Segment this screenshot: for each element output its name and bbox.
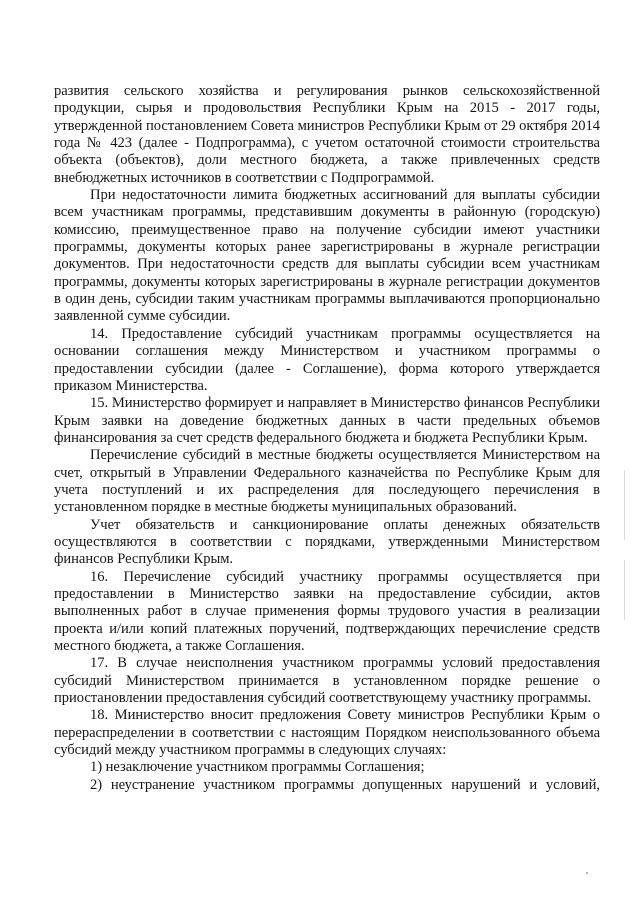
paragraph-continuation: развития сельского хозяйства и регулирования рынков сельскохозяйственной продукции, сырья и продовольствия Республики Крым на 2015 - 2017 годы, утвержденной постановлением Совета министров Республики Крым от 29 октября 2014 года № 423 (далее - Подпрограмма), с учетом остаточной стоимости строительства объекта (объектов), доли местного бюджета, а также привлеченных средств внебюджетных источников в соответствии с Подпрограммой. bbox=[54, 83, 600, 186]
scan-edge-mark bbox=[624, 470, 625, 540]
paragraph-15: 15. Министерство формирует и направляет в Министерство финансов Республики Крым заявки на доведение бюджетных данных в части предельных объемов финансирования за счет средств федерального бюджета и бюджета Республики Крым. bbox=[54, 395, 600, 446]
paragraph-14: 14. Предоставление субсидий участникам программы осуществляется на основании соглашения между Министерством и участником программы о предоставлении субсидии (далее - Соглашение), форма которого утверждается приказом Министерства. bbox=[54, 325, 600, 394]
paragraph-16: 16. Перечисление субсидий участнику программы осуществляется при предоставлении в Министерство заявки на предоставление субсидии, актов выполненных работ в случае применения формы трудового участия в реализации проекта и/или копий платежных поручений, подтверждающих перечисление средств местного бюджета, а также Соглашения. bbox=[54, 568, 600, 654]
scan-artifact-dot bbox=[586, 872, 588, 874]
paragraph-accounting: Учет обязательств и санкционирование оплаты денежных обязательств осуществляются в соответствии с порядками, утвержденными Министерством финансов Республики Крым. bbox=[54, 516, 600, 568]
paragraph-transfer: Перечисление субсидий в местные бюджеты осуществляется Министерством на счет, открытый в Управлении Федерального казначейства по Республике Крым для учета поступлений и их распределения для последующего перечисления в установленном порядке в местные бюджеты муниципальных образований. bbox=[54, 447, 600, 516]
paragraph-18: 18. Министерство вносит предложения Совету министров Республики Крым о перераспределении в соответствии с настоящим Порядком неиспользованного объема субсидий между участником программы в следующих случаях: bbox=[54, 707, 600, 759]
document-body bbox=[54, 83, 600, 794]
paragraph-17: 17. В случае неисполнения участником программы условий предоставления субсидий Министерством принимается в установленном порядке решение о приостановлении предоставления субсидий соответствующему участнику программы. bbox=[54, 655, 600, 707]
paragraph-budget-shortage: При недостаточности лимита бюджетных ассигнований для выплаты субсидии всем участникам программы, представившим документы в районную (городскую) комиссию, преимущественное право на получение субсидии имеют участники программы, документы которых ранее зарегистрированы в журнале регистрации документов. При недостаточности средств для выплаты субсидии всем участникам программы, документы которых зарегистрированы в журнале регистрации документов в один день, субсидии таким участникам программы выплачиваются пропорционально заявленной сумме субсидии. bbox=[54, 187, 600, 325]
scan-edge-mark bbox=[624, 560, 625, 620]
list-item-1: 1) незаключение участником программы Соглашения; bbox=[90, 759, 425, 776]
list-item-2: 2) неустранение участником программы допущенных нарушений и условий, bbox=[90, 776, 600, 793]
